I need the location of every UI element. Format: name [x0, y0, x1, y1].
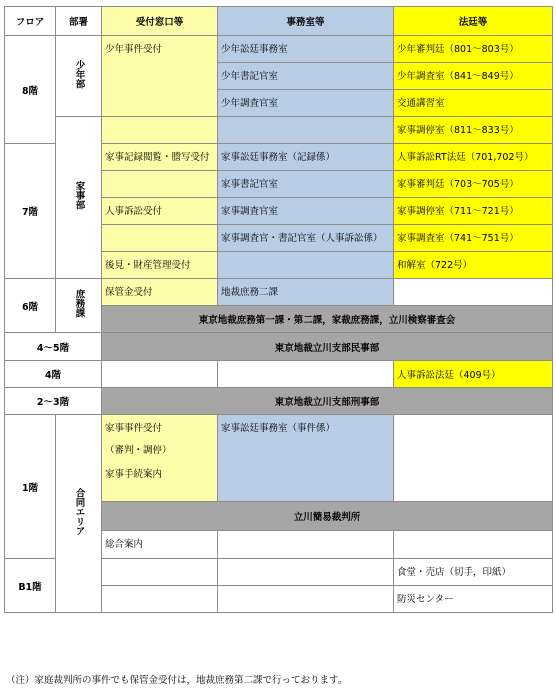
floor-label-2-3: 2～3階 — [5, 388, 102, 415]
floor-label-8: 8階 — [5, 36, 56, 144]
cell-text: 家事審判廷（703～705号） — [397, 179, 519, 190]
table-row — [5, 279, 553, 306]
cell-court — [394, 171, 553, 198]
header-floor: フロア — [5, 7, 56, 36]
cell-office — [218, 117, 394, 144]
cell-court: 人事訴訟法廷（409号） — [394, 361, 553, 388]
header-row — [5, 7, 553, 36]
cell-text: 少年訟廷事務室 — [221, 44, 288, 55]
table-row — [5, 117, 553, 144]
cell-text: 家事訟廷事務室（記録係） — [221, 152, 336, 163]
floor-label-7: 7階 — [5, 144, 56, 279]
span-cell-6f: 東京地裁庶務第一課・第二課，家裁庶務課，立川検察審査会 — [102, 306, 553, 333]
cell-court — [394, 559, 553, 586]
cell-text: 地裁庶務二課 — [221, 287, 279, 298]
cell-court — [394, 63, 553, 90]
table-row — [5, 415, 553, 502]
cell-reception — [102, 361, 218, 388]
header-dept: 部署 — [56, 7, 102, 36]
cell-court — [394, 531, 553, 559]
cell-office — [218, 415, 394, 502]
floor-label-6: 6階 — [5, 279, 56, 333]
cell-text: 後見・財産管理受付 — [105, 260, 191, 271]
table-row — [5, 388, 553, 415]
cell-text: 食堂・売店（切手，印紙） — [397, 567, 512, 578]
header-court: 法廷等 — [394, 7, 553, 36]
cell-reception — [102, 225, 218, 252]
cell-text: 家事事件受付 — [105, 423, 163, 434]
cell-office — [218, 252, 394, 279]
cell-office — [218, 225, 394, 252]
cell-office — [218, 171, 394, 198]
span-cell-1f: 立川簡易裁判所 — [102, 502, 553, 531]
cell-text: 少年調査室（841～849号） — [397, 71, 519, 82]
floor-label-4: 4階 — [5, 361, 102, 388]
span-cell-4-5f: 東京地裁立川支部民事部 — [102, 333, 553, 361]
floor-directory-table — [4, 6, 553, 613]
table-row — [5, 36, 553, 63]
cell-text: 総合案内 — [105, 539, 144, 550]
cell-reception — [102, 171, 218, 198]
cell-text: 家事調停室（711～721号） — [397, 206, 519, 217]
cell-reception — [102, 415, 218, 502]
cell-text: 家事調査官・書記官室（人事訴訟係） — [221, 233, 383, 244]
dept-shonen — [56, 36, 102, 117]
span-cell-2-3f: 東京地裁立川支部刑事部 — [102, 388, 553, 415]
cell-court — [394, 90, 553, 117]
cell-text: 人事訴訟受付 — [105, 206, 163, 217]
cell-office — [218, 144, 394, 171]
dept-godo-label: 合同エリア — [73, 487, 85, 536]
cell-reception — [102, 252, 218, 279]
cell-text: 家事記録閲覧・謄写受付 — [105, 152, 210, 163]
cell-court — [394, 117, 553, 144]
cell-court — [394, 198, 553, 225]
cell-text: 家事手続案内 — [105, 469, 163, 480]
cell-court — [394, 415, 553, 502]
cell-office — [218, 586, 394, 613]
cell-office — [218, 63, 394, 90]
cell-text: 家事書記官室 — [221, 179, 279, 190]
cell-court — [394, 36, 553, 63]
cell-reception — [102, 531, 218, 559]
cell-reception — [102, 586, 218, 613]
cell-reception — [102, 144, 218, 171]
cell-text: 家事調査官室 — [221, 206, 279, 217]
cell-court — [394, 586, 553, 613]
table-row — [5, 333, 553, 361]
dept-shomu — [56, 279, 102, 333]
footnote: （注）家庭裁判所の事件でも保管金受付は，地裁庶務第二課で行っております。 — [6, 675, 348, 686]
dept-shomu-label: 庶務課 — [73, 289, 85, 318]
floor-label-1: 1階 — [5, 415, 56, 559]
cell-text: 交通講習室 — [397, 98, 445, 109]
cell-text: 家事訟廷事務室（事件係） — [221, 423, 336, 434]
cell-text: 少年事件受付 — [105, 44, 163, 55]
dept-kaji — [56, 117, 102, 279]
cell-office — [218, 559, 394, 586]
floor-label-4-5: 4～5階 — [5, 333, 102, 361]
dept-kaji-label: 家事部 — [73, 181, 85, 210]
table-row — [5, 361, 553, 388]
cell-court — [394, 252, 553, 279]
cell-text: （審判・調停） — [105, 445, 172, 456]
cell-office — [218, 531, 394, 559]
cell-court — [394, 225, 553, 252]
cell-office — [218, 361, 394, 388]
cell-office — [218, 90, 394, 117]
cell-text: 保管金受付 — [105, 287, 153, 298]
cell-reception — [102, 559, 218, 586]
dept-shonen-label: 少年部 — [73, 59, 85, 89]
cell-text: 人事訴訟RT法廷（701,702号） — [397, 152, 534, 163]
cell-reception — [102, 198, 218, 225]
cell-office — [218, 198, 394, 225]
cell-text: 少年審判廷（801～803号） — [397, 44, 519, 55]
header-office: 事務室等 — [218, 7, 394, 36]
header-reception: 受付窓口等 — [102, 7, 218, 36]
dept-godo — [56, 415, 102, 613]
cell-reception — [102, 117, 218, 144]
floor-label-b1: B1階 — [5, 559, 56, 613]
cell-text: 家事調査室（741～751号） — [397, 233, 519, 244]
cell-court — [394, 144, 553, 171]
cell-court — [394, 279, 553, 306]
cell-reception — [102, 279, 218, 306]
cell-text: 家事調停室（811～833号） — [397, 125, 519, 136]
cell-text: 少年調査官室 — [221, 98, 279, 109]
cell-office — [218, 279, 394, 306]
cell-reception — [102, 36, 218, 117]
cell-office — [218, 36, 394, 63]
cell-text: 少年書記官室 — [221, 71, 279, 82]
cell-text: 防災センター — [397, 594, 454, 605]
cell-text: 和解室（722号） — [397, 260, 473, 271]
